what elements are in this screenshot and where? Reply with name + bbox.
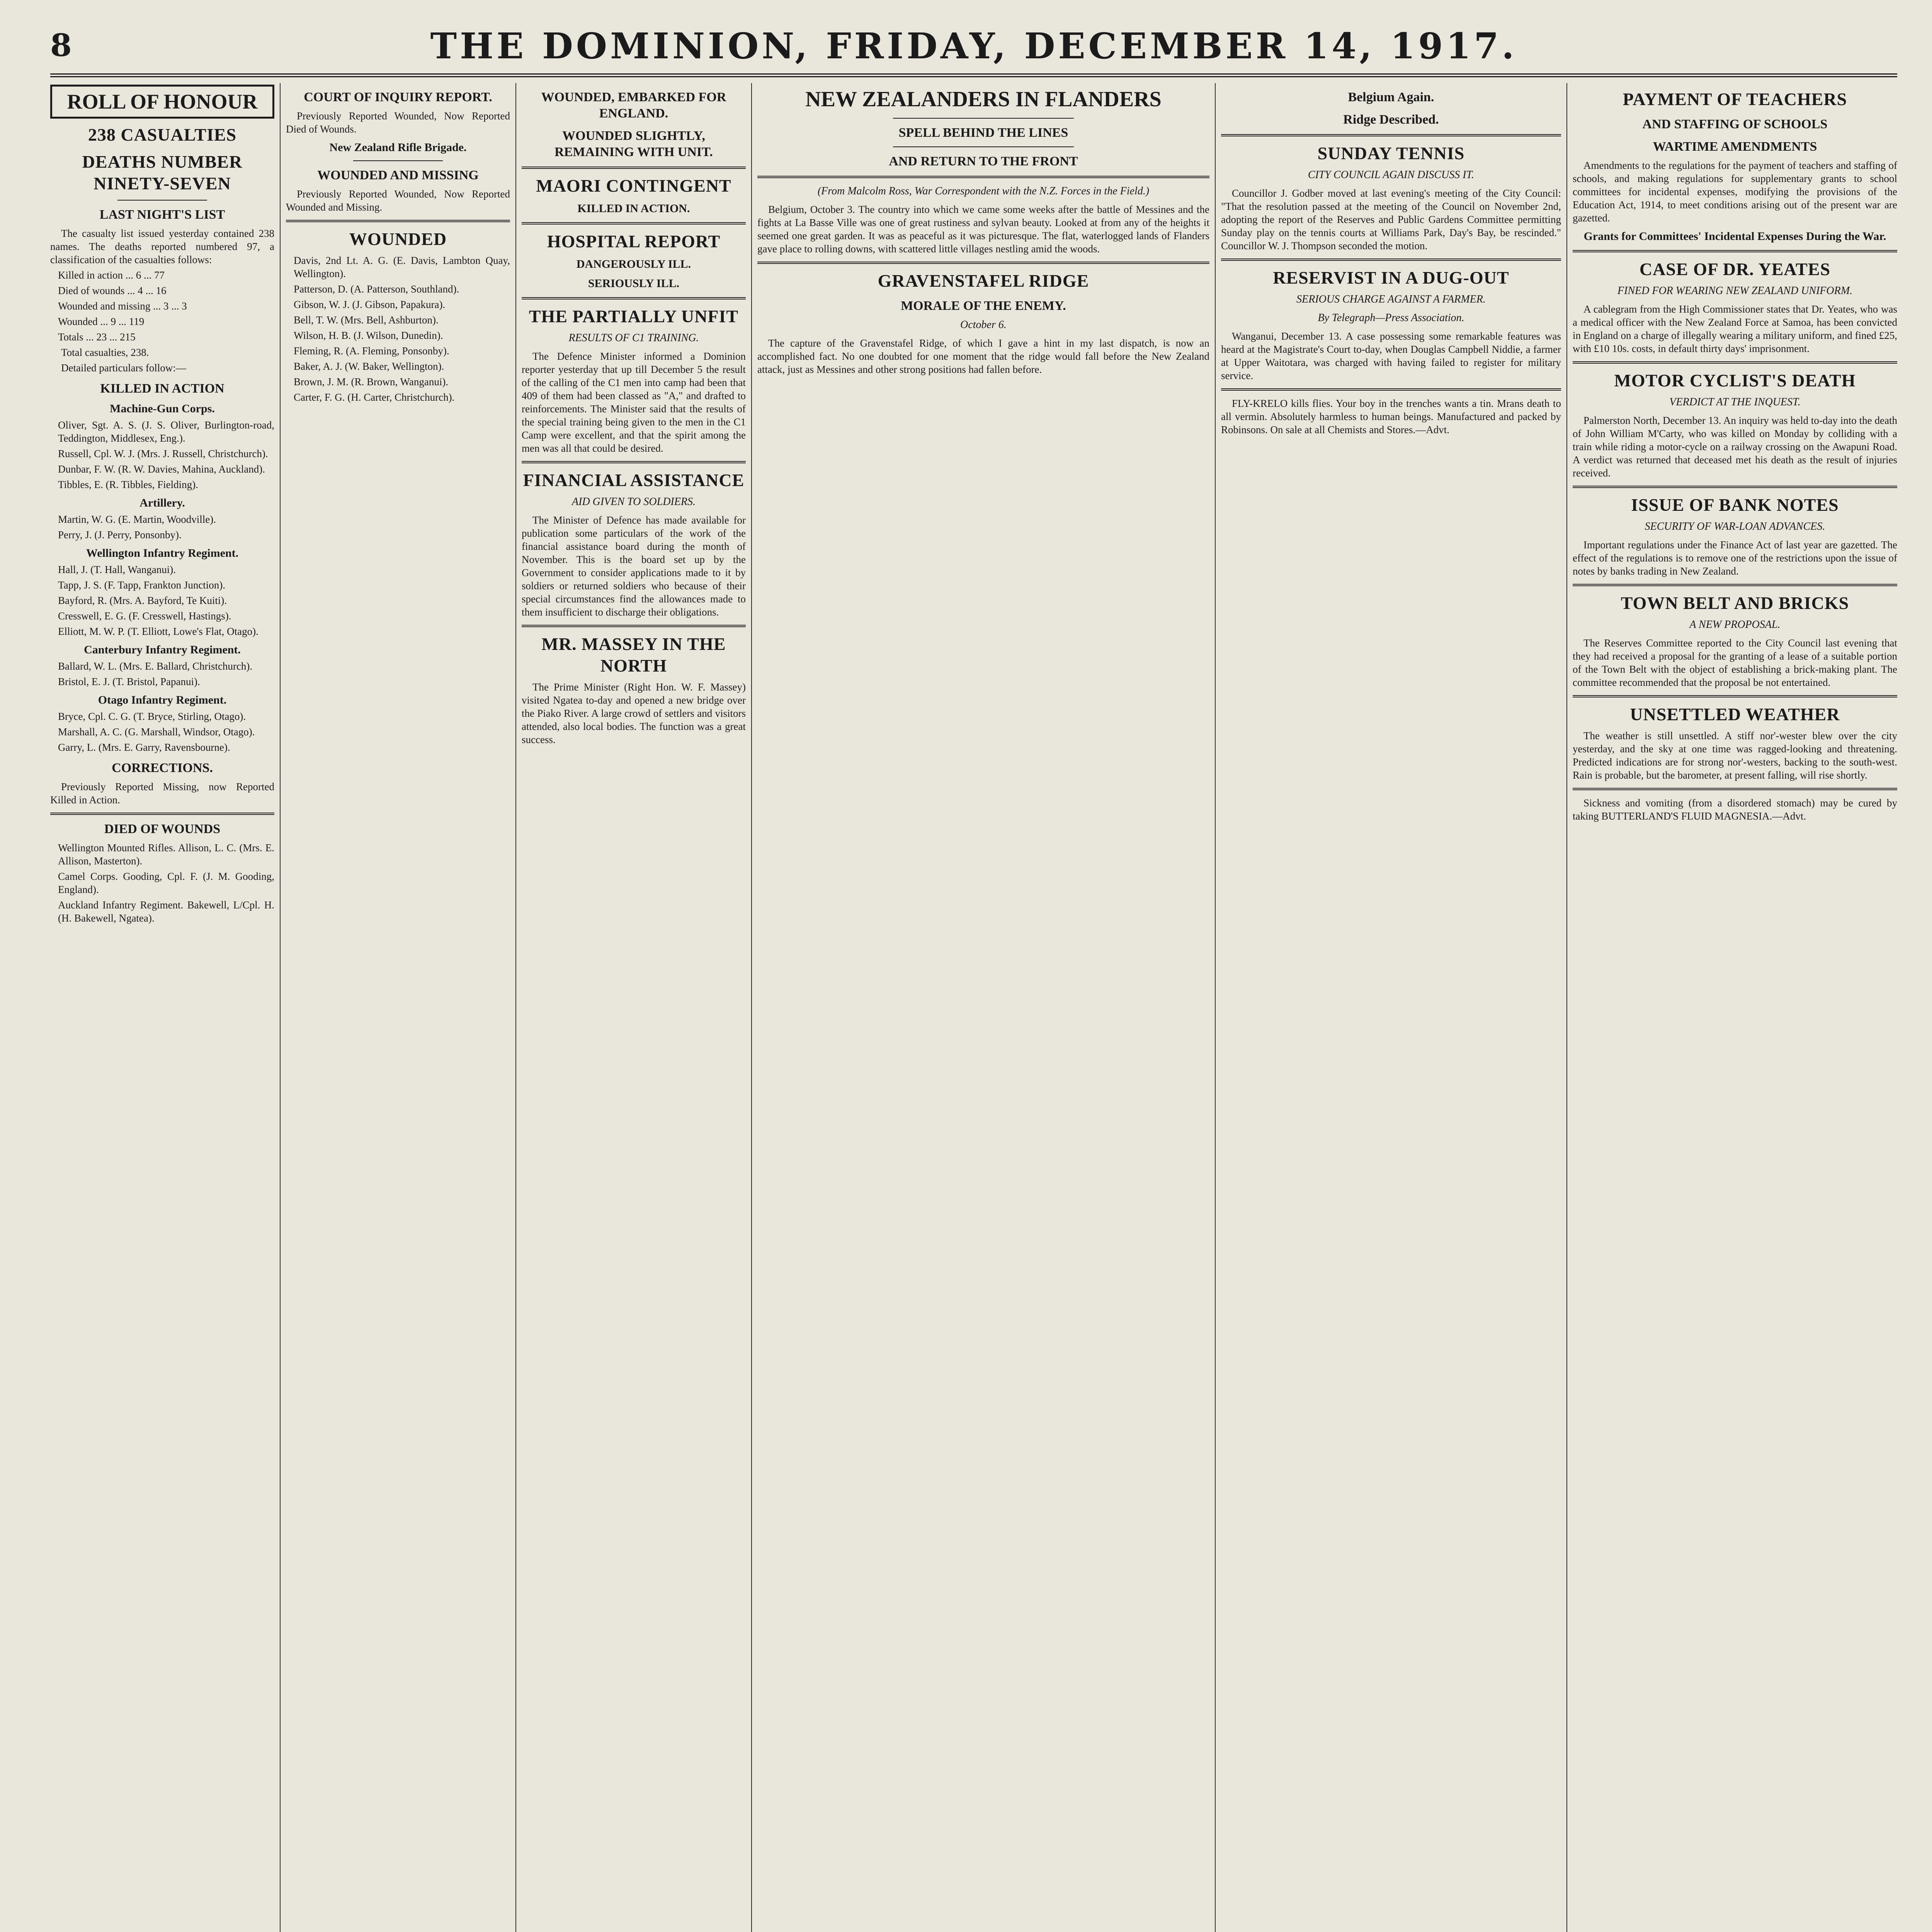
wounded-missing-heading: WOUNDED AND MISSING <box>317 168 479 182</box>
casualty-entry: Cresswell, E. G. (F. Cresswell, Hastings). <box>58 610 231 622</box>
roll-title: ROLL OF HONOUR <box>50 85 274 119</box>
gravenstafel-subheading: MORALE OF THE ENEMY. <box>901 299 1066 313</box>
roll-last-list: LAST NIGHT'S LIST <box>99 207 225 222</box>
advertisement: Sickness and vomiting (from a disordered stomach) may be cured by taking BUTTERLAND'S FLUID MAGNESIA.—Advt. <box>1573 797 1897 822</box>
banknotes-heading: ISSUE OF BANK NOTES <box>1631 495 1839 515</box>
unit-heading: Otago Infantry Regiment. <box>98 694 227 706</box>
casualty-entry: Tibbles, E. (R. Tibbles, Fielding). <box>58 479 198 490</box>
tennis-text: Councillor J. Godber moved at last evening's meeting of the City Council: "That the resolution passed at the meeting of the Council on November 2nd, adopting the report of the Reserves and Public Gardens Committee permitting Sunday play on the tennis courts at Williams Park, Day's Bay, be rescinded." Councillor W. J. Thompson seconded the motion. <box>1221 187 1561 252</box>
casualty-entry: Gibson, W. J. (J. Gibson, Papakura). <box>294 299 446 310</box>
inquiry-text: Previously Reported Wounded, Now Reported Died of Wounds. <box>286 110 510 135</box>
teachers-subheading-2: WARTIME AMENDMENTS <box>1653 139 1817 154</box>
casualty-entry: Marshall, A. C. (G. Marshall, Windsor, Otago). <box>58 726 255 738</box>
died-heading: DIED OF WOUNDS <box>104 822 221 836</box>
hospital-heading: HOSPITAL REPORT <box>547 231 721 251</box>
corrections-heading: CORRECTIONS. <box>112 761 213 775</box>
casualty-entry: Garry, L. (Mrs. E. Garry, Ravensbourne). <box>58 742 230 753</box>
casualty-entry: Wilson, H. B. (J. Wilson, Dunedin). <box>294 330 443 341</box>
teachers-text: Amendments to the regulations for the payment of teachers and staffing of schools, and making regulations for supplementary grants to school committees for incidental expenses, modifying the provisions of the Education Act, 1914, to meet conditions arising out of the present war are gazetted. <box>1573 160 1897 224</box>
townbelt-subheading: A NEW PROPOSAL. <box>1689 619 1781 631</box>
unit-heading: Canterbury Infantry Regiment. <box>84 643 241 656</box>
summary-line: Wounded ... 9 ... 119 <box>58 316 145 327</box>
summary-line: Died of wounds ... 4 ... 16 <box>58 285 167 296</box>
flanders-text: Belgium, October 3. The country into which we came some weeks after the battle of Messines and the fights at La Basse Ville was one of great rustiness and sylvan beauty. Looked at from any of the heights it seemed one great garden. It was as peaceful as it was picturesque. The flat, waterlogged lands of Flanders gave place to rolling downs, with scattered little villages nestling amid the woods. <box>757 204 1209 255</box>
tennis-subheading: CITY COUNCIL AGAIN DISCUSS IT. <box>1308 169 1475 181</box>
massey-heading: MR. MASSEY IN THE NORTH <box>541 634 726 675</box>
casualty-entry: Ballard, W. L. (Mrs. E. Ballard, Christchurch). <box>58 660 253 672</box>
partially-unfit-heading: THE PARTIALLY UNFIT <box>529 306 739 326</box>
summary-line: Wounded and missing ... 3 ... 3 <box>58 300 187 312</box>
reservist-text: Wanganui, December 13. A case possessing some remarkable features was heard at the Magistrate's Court to-day, when Douglas Campbell Niddie, a farmer at Upper Waitotara, was charged with having failed to register for military service. <box>1221 330 1561 381</box>
casualty-entry: Bristol, E. J. (T. Bristol, Papanui). <box>58 676 200 687</box>
column-tennis-reservist <box>1221 83 1561 1932</box>
flanders-byline: (From Malcolm Ross, War Correspondent with the N.Z. Forces in the Field.) <box>817 185 1150 197</box>
belgium-again-heading: Belgium Again. <box>1348 90 1434 104</box>
masthead <box>50 15 1897 77</box>
wounded-heading: WOUNDED <box>349 229 447 249</box>
column-casualty-lists <box>286 83 510 1932</box>
motor-subheading: VERDICT AT THE INQUEST. <box>1669 396 1801 408</box>
reservist-subheading: SERIOUS CHARGE AGAINST A FARMER. <box>1296 293 1486 305</box>
casualty-entry: Hall, J. (T. Hall, Wanganui). <box>58 564 176 575</box>
casualty-entry: Bayford, R. (Mrs. A. Bayford, Te Kuiti). <box>58 595 227 606</box>
casualty-entry: Russell, Cpl. W. J. (Mrs. J. Russell, Christchurch). <box>58 448 268 459</box>
casualty-entry: Patterson, D. (A. Patterson, Southland). <box>294 283 459 295</box>
unit-heading: Wellington Infantry Regiment. <box>86 547 239 560</box>
roll-casualties: 238 CASUALTIES <box>88 125 237 145</box>
motor-heading: MOTOR CYCLIST'S DEATH <box>1614 371 1856 390</box>
weather-text: The weather is still unsettled. A stiff nor'-wester blew over the city yesterday, and the sky at one time was ragged-looking and threatening. Predicted indications are for strong nor'-westers, backing to the south-west. Rain is probable, but the barometer, at present falling, will rise shortly. <box>1573 730 1897 781</box>
casualty-entry: Perry, J. (J. Perry, Ponsonby). <box>58 529 182 541</box>
embarked-heading: WOUNDED, EMBARKED FOR ENGLAND. <box>541 90 726 121</box>
casualty-entry: Brown, J. M. (R. Brown, Wanganui). <box>294 376 449 388</box>
motor-text: Palmerston North, December 13. An inquiry was held to-day into the death of John William M'Carty, who was killed on Monday by colliding with a train while riding a motor-cycle on a railway crossing on the Awapuni Road. A verdict was returned that deceased met his death as the result of injuries received. <box>1573 415 1897 479</box>
reservist-byline: By Telegraph—Press Association. <box>1318 312 1464 324</box>
inquiry-heading: COURT OF INQUIRY REPORT. <box>304 90 492 104</box>
gravenstafel-text: The capture of the Gravenstafel Ridge, of which I gave a hint in my last dispatch, is now an accomplished fact. No one doubted for one moment that the ridge would fall before the New Zealand attack, just as Messines and other strong positions had fallen before. <box>757 337 1209 375</box>
flanders-subheading-2: AND RETURN TO THE FRONT <box>889 154 1078 168</box>
summary-line: Totals ... 23 ... 215 <box>58 331 136 343</box>
finance-text: The Minister of Defence has made available for publication some particulars of the work of the financial assistance board during the month of November. This is the board set up by the Government to consider applications made to it by soldiers or returned soldiers who because of their special circumstances find the allowances made to them insufficient to discharge their obligations. <box>522 514 746 618</box>
roll-total: Total casualties, 238. <box>61 347 149 358</box>
casualty-entry: Auckland Infantry Regiment. Bakewell, L/Cpl. H. (H. Bakewell, Ngatea). <box>58 899 274 924</box>
dangerously-ill-heading: DANGEROUSLY ILL. <box>576 258 691 270</box>
casualty-entry: Elliott, M. W. P. (T. Elliott, Lowe's Flat, Otago). <box>58 626 259 637</box>
unit-heading: Artillery. <box>139 497 185 509</box>
gravenstafel-date: October 6. <box>960 319 1007 331</box>
column-flanders <box>757 83 1209 1932</box>
maori-kia-heading: KILLED IN ACTION. <box>577 202 690 215</box>
yeates-heading: CASE OF DR. YEATES <box>1639 259 1831 279</box>
flanders-subheading: SPELL BEHIND THE LINES <box>898 126 1068 140</box>
massey-text: The Prime Minister (Right Hon. W. F. Massey) visited Ngatea to-day and opened a new bridge over the Piako River. A large crowd of settlers and visitors attended, also local bodies. The function was a great success. <box>522 681 746 745</box>
seriously-ill-heading: SERIOUSLY ILL. <box>588 277 680 290</box>
casualty-entry: Fleming, R. (A. Fleming, Ponsonby). <box>294 345 449 357</box>
finance-subheading: AID GIVEN TO SOLDIERS. <box>572 496 696 508</box>
wounded-slightly-heading: WOUNDED SLIGHTLY, REMAINING WITH UNIT. <box>554 129 713 159</box>
gravenstafel-heading: GRAVENSTAFEL RIDGE <box>878 271 1089 291</box>
casualty-entry: Wellington Mounted Rifles. Allison, L. C. (Mrs. E. Allison, Masterton). <box>58 842 274 867</box>
unit-heading: Machine-Gun Corps. <box>110 402 215 415</box>
ridge-described-heading: Ridge Described. <box>1343 112 1439 127</box>
teachers-subheading: AND STAFFING OF SCHOOLS <box>1642 117 1828 131</box>
wounded-missing-text: Previously Reported Wounded, Now Reported Wounded and Missing. <box>286 188 510 213</box>
newspaper-title: THE DOMINION, FRIDAY, DECEMBER 14, 1917. <box>430 25 1517 67</box>
casualty-entry: Dunbar, F. W. (R. W. Davies, Mahina, Auckland). <box>58 463 265 475</box>
reservist-heading: RESERVIST IN A DUG-OUT <box>1273 268 1509 287</box>
column-hospital-finance <box>522 83 746 1932</box>
partially-unfit-subheading: RESULTS OF C1 TRAINING. <box>568 332 699 344</box>
casualty-entry: Bryce, Cpl. C. G. (T. Bryce, Stirling, Otago). <box>58 711 246 722</box>
kia-heading: KILLED IN ACTION <box>100 381 224 396</box>
casualty-entry: Davis, 2nd Lt. A. G. (E. Davis, Lambton Quay, Wellington). <box>294 255 510 279</box>
incidental-heading: Grants for Committees' Incidental Expenses During the War. <box>1583 230 1886 243</box>
casualty-entry: Oliver, Sgt. A. S. (J. S. Oliver, Burlington-road, Teddington, Middlesex, Eng.). <box>58 419 274 444</box>
yeates-text: A cablegram from the High Commissioner states that Dr. Yeates, who was a medical officer with the New Zealand Force at Samoa, has been convicted in England on a charge of illegally wearing a military uniform, and fined £25, with £10 10s. costs, in default thirty days' imprisonment. <box>1573 303 1897 354</box>
townbelt-text: The Reserves Committee reported to the City Council last evening that they had received a proposal for the granting of a lease of a suitable portion of the Town Belt with the object of establishing a brick-making plant. The committee recommended that the proposal be not entertained. <box>1573 637 1897 688</box>
teachers-heading: PAYMENT OF TEACHERS <box>1622 89 1847 109</box>
column-teachers-weather <box>1573 83 1897 1932</box>
corrections-text: Previously Reported Missing, now Reported Killed in Action. <box>50 781 274 806</box>
page-number: 8 <box>50 27 72 63</box>
maori-heading: MAORI CONTINGENT <box>536 176 731 196</box>
casualty-entry: Carter, F. G. (H. Carter, Christchurch). <box>294 391 455 403</box>
unit-heading: New Zealand Rifle Brigade. <box>329 141 467 154</box>
casualty-entry: Baker, A. J. (W. Baker, Wellington). <box>294 361 444 372</box>
casualty-entry: Tapp, J. S. (F. Tapp, Frankton Junction). <box>58 579 226 591</box>
finance-heading: FINANCIAL ASSISTANCE <box>523 470 745 490</box>
roll-intro: The casualty list issued yesterday contained 238 names. The deaths reported numbered 97, a classification of the casualties follows: <box>50 228 274 265</box>
partially-unfit-text: The Defence Minister informed a Dominion reporter yesterday that up till December 5 the result of the calling of the C1 men into camp had been that 409 of them had been classed as "A," and drafted to reinforcements. The Minister said that the results of the special training being given to the men in the C1 Camp were excellent, and that the spirit among the men was all that could be desired. <box>522 350 746 454</box>
banknotes-text: Important regulations under the Finance Act of last year are gazetted. The effect of the regulations is to remove one of the restrictions upon the issue of notes by banks trading in New Zealand. <box>1573 539 1897 577</box>
summary-line: Killed in action ... 6 ... 77 <box>58 269 165 281</box>
casualty-entry: Camel Corps. Gooding, Cpl. F. (J. M. Gooding, England). <box>58 871 274 895</box>
banknotes-subheading: SECURITY OF WAR-LOAN ADVANCES. <box>1645 520 1825 532</box>
flanders-headline: NEW ZEALANDERS IN FLANDERS <box>805 87 1162 111</box>
column-roll-of-honour <box>50 83 274 1932</box>
advertisement: FLY-KRELO kills flies. Your boy in the trenches wants a tin. Mrans death to all vermin. Absolutely harmless to human beings. Manufactured and packed by Robinsons. On sale at all Chemists and Stores.—Advt. <box>1221 398 1561 435</box>
roll-deaths: DEATHS NUMBER NINETY-SEVEN <box>82 152 243 193</box>
tennis-heading: SUNDAY TENNIS <box>1317 143 1465 163</box>
townbelt-heading: TOWN BELT AND BRICKS <box>1621 593 1849 613</box>
casualty-entry: Martin, W. G. (E. Martin, Woodville). <box>58 514 216 525</box>
roll-detailed: Detailed particulars follow:— <box>61 362 186 374</box>
casualty-entry: Bell, T. W. (Mrs. Bell, Ashburton). <box>294 314 439 326</box>
yeates-subheading: FINED FOR WEARING NEW ZEALAND UNIFORM. <box>1617 285 1853 297</box>
weather-heading: UNSETTLED WEATHER <box>1630 704 1840 724</box>
